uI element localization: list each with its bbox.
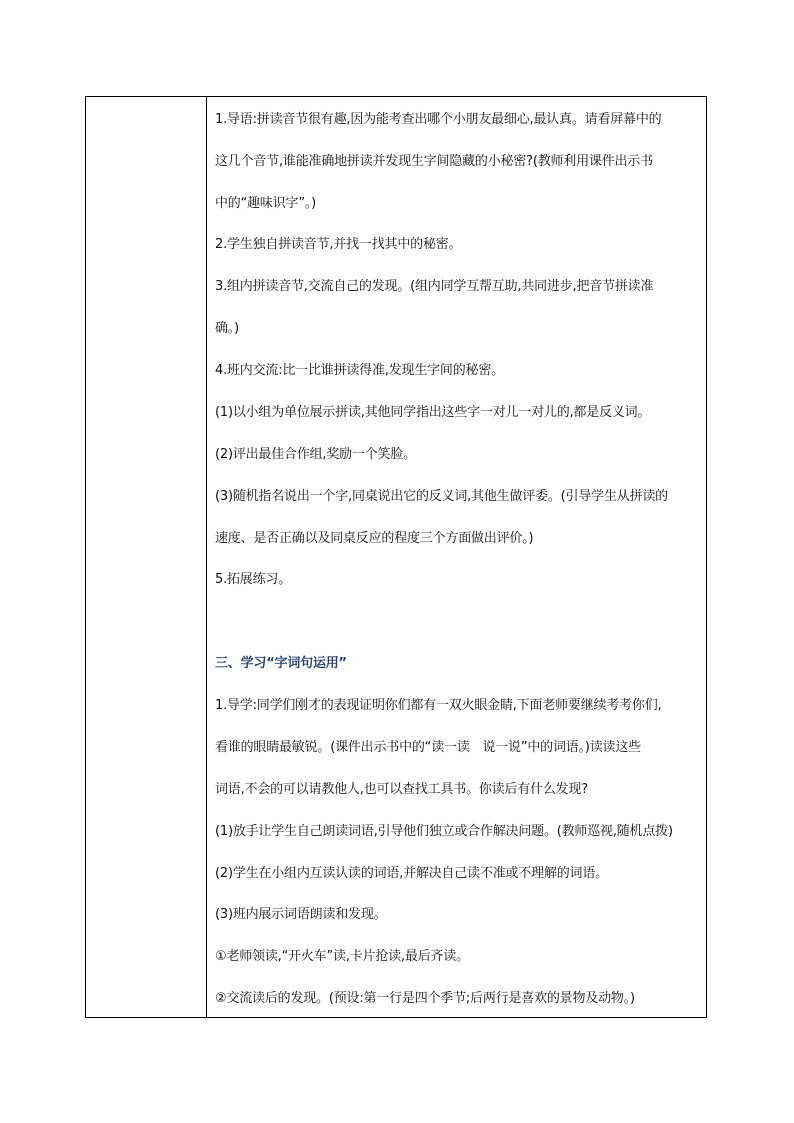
text-line: (2)学生在小组内互读认读的词语,并解决自己读不准或不理解的词语。 xyxy=(215,866,608,881)
text-line: (2)评出最佳合作组,奖励一个笑脸。 xyxy=(215,447,416,462)
text-line: (3)随机指名说出一个字,同桌说出它的反义词,其他生做评委。(引导学生从拼读的 xyxy=(215,489,668,504)
lesson-table xyxy=(85,96,707,1018)
text-line: 速度、是否正确以及同桌反应的程度三个方面做出评价。) xyxy=(215,531,534,546)
table-content-cell xyxy=(207,97,706,1017)
text-line: 看谁的眼睛最敏锐。(课件出示书中的“读一读 说一说”中的词语。)读读这些 xyxy=(215,740,641,755)
text-line: 确。) xyxy=(215,321,239,336)
text-line: 4.班内交流:比一比谁拼读得准,发现生字间的秘密。 xyxy=(215,363,504,378)
table-left-column xyxy=(86,97,207,1017)
text-line: 2.学生独自拼读音节,并找一找其中的秘密。 xyxy=(215,237,462,252)
text-line: 1.导学:同学们刚才的表现证明你们都有一双火眼金睛,下面老师要继续考考你们, xyxy=(215,698,662,713)
text-line: (1)以小组为单位展示拼读,其他同学指出这些字一对儿一对儿的,都是反义词。 xyxy=(215,405,651,420)
text-line: 3.组内拼读音节,交流自己的发现。(组内同学互帮互助,共同进步,把音节拼读准 xyxy=(215,279,654,294)
text-line: ②交流读后的发现。(预设:第一行是四个季节;后两行是喜欢的景物及动物。) xyxy=(215,991,635,1006)
text-line: 中的“趣味识字”。) xyxy=(215,196,317,211)
text-line: (3)班内展示词语朗读和发现。 xyxy=(215,907,387,922)
text-line: 1.导语:拼读音节很有趣,因为能考查出哪个小朋友最细心,最认真。请看屏幕中的 xyxy=(215,112,662,127)
text-line: 词语,不会的可以请教他人,也可以查找工具书。你读后有什么发现? xyxy=(215,782,588,797)
section-heading: 三、学习“字词句运用” xyxy=(215,656,347,671)
text-line: (1)放手让学生自己朗读词语,引导他们独立或合作解决问题。(教师巡视,随机点拨) xyxy=(215,824,673,839)
text-line: 这几个音节,谁能准确地拼读并发现生字间隐藏的小秘密?(教师利用课件出示书 xyxy=(215,154,653,169)
text-line: ①老师领读,“开火车”读,卡片抢读,最后齐读。 xyxy=(215,949,469,964)
text-line: 5.拓展练习。 xyxy=(215,572,292,587)
